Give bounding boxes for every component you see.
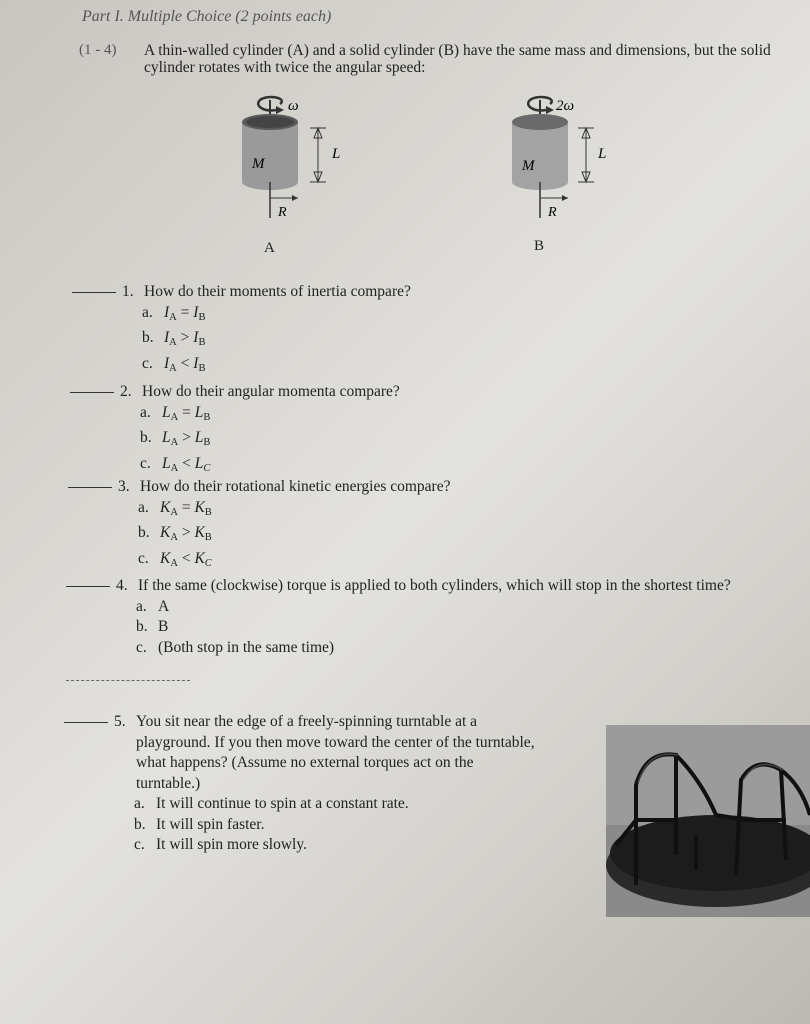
option-3b: b. $K_A > K_B$ — [138, 524, 212, 543]
question-1: 1. How do their moments of inertia compare? a. $I_A = I_B$ b. $I_A > I_B$ c. $I_A < I_B$ — [72, 282, 411, 379]
length-label-a: L — [332, 146, 341, 162]
question-2-text: How do their angular momenta compare? — [142, 383, 400, 400]
option-5b: b. It will spin faster. — [134, 815, 265, 833]
option-3a: a. $K_A = K_B$ — [138, 498, 212, 518]
intro-text: A thin-walled cylinder (A) and a solid cylinder (B) have the same mass and dimensions, but the solid cylinder rotates with twice the angular speed: — [144, 42, 771, 76]
figure-cylinder-b — [498, 92, 628, 232]
question-range: (1 - 4) — [79, 42, 117, 58]
answer-blank-2[interactable] — [70, 392, 114, 393]
question-5-line-2: playground. If you then move toward the center of the turntable, — [136, 733, 535, 751]
option-3c: c. $K_A$ < KC — [138, 549, 212, 569]
figure-label-a: A — [264, 240, 275, 256]
section-divider — [66, 680, 190, 681]
mass-label-b: M — [522, 158, 535, 174]
option-2a: a. $L_A = L_B$ — [140, 403, 211, 423]
length-label-b: L — [598, 146, 607, 162]
answer-blank-3[interactable] — [68, 487, 112, 488]
question-3-text: How do their rotational kinetic energies compare? — [140, 478, 451, 495]
option-4a: a. A — [136, 597, 170, 615]
question-1-text: How do their moments of inertia compare? — [144, 283, 411, 300]
option-2c: c. $L_A$ < LC — [140, 454, 211, 474]
question-5-line-3: what happens? (Assume no external torques act on the — [136, 754, 474, 771]
option-1b: b. $I_A > I_B$ — [142, 329, 206, 348]
option-4b: b. B — [136, 618, 169, 635]
question-5-line-1: You sit near the edge of a freely-spinning turntable at a — [136, 713, 478, 730]
answer-blank-1[interactable] — [72, 292, 116, 293]
radius-label-a: R — [278, 205, 287, 220]
answer-blank-5[interactable] — [64, 722, 108, 723]
omega-label-b: 2ω — [556, 98, 575, 114]
question-4: 4. If the same (clockwise) torque is applied to both cylinders, which will stop in the shortest time? a. A b. B c. (Both stop in the same time) — [66, 576, 731, 658]
answer-blank-4[interactable] — [66, 586, 110, 587]
option-1a: a. $I_A = I_B$ — [142, 303, 206, 323]
radius-label-b: R — [548, 205, 557, 220]
figure-cylinder-a — [228, 92, 358, 232]
option-5a: a. It will continue to spin at a constant rate. — [134, 795, 409, 812]
omega-label-a: ω — [288, 98, 299, 114]
question-5: 5. You sit near the edge of a freely-spinning turntable at a playground. If you then move toward the center of the turntable, what happens? (Assume no external torques act on the turntable.) a. It will continue to spin at a constant rate. b. It will spin faster. c. It will spin more slowly. — [64, 712, 535, 856]
option-2b: b. $L_A > L_B$ — [140, 429, 211, 448]
part-title: Part I. Multiple Choice (2 points each) — [82, 8, 332, 25]
option-4c: c. (Both stop in the same time) — [136, 638, 335, 656]
question-4-text: If the same (clockwise) torque is applied to both cylinders, which will stop in the shortest time? — [138, 577, 731, 594]
question-3: 3. How do their rotational kinetic energies compare? a. $K_A = K_B$ b. $K_A > K_B$ c. $K_A$ < KC — [68, 477, 450, 574]
question-2: 2. How do their angular momenta compare? a. $L_A = L_B$ b. $L_A > L_B$ c. $L_A$ < LC — [70, 382, 400, 479]
figure-label-b: B — [534, 238, 545, 254]
option-1c: c. $I_A < I_B$ — [142, 354, 206, 374]
merry-go-round-photo — [606, 725, 810, 917]
question-5-line-4: turntable.) — [136, 774, 201, 792]
option-5c: c. It will spin more slowly. — [134, 836, 307, 853]
mass-label-a: M — [252, 156, 265, 172]
